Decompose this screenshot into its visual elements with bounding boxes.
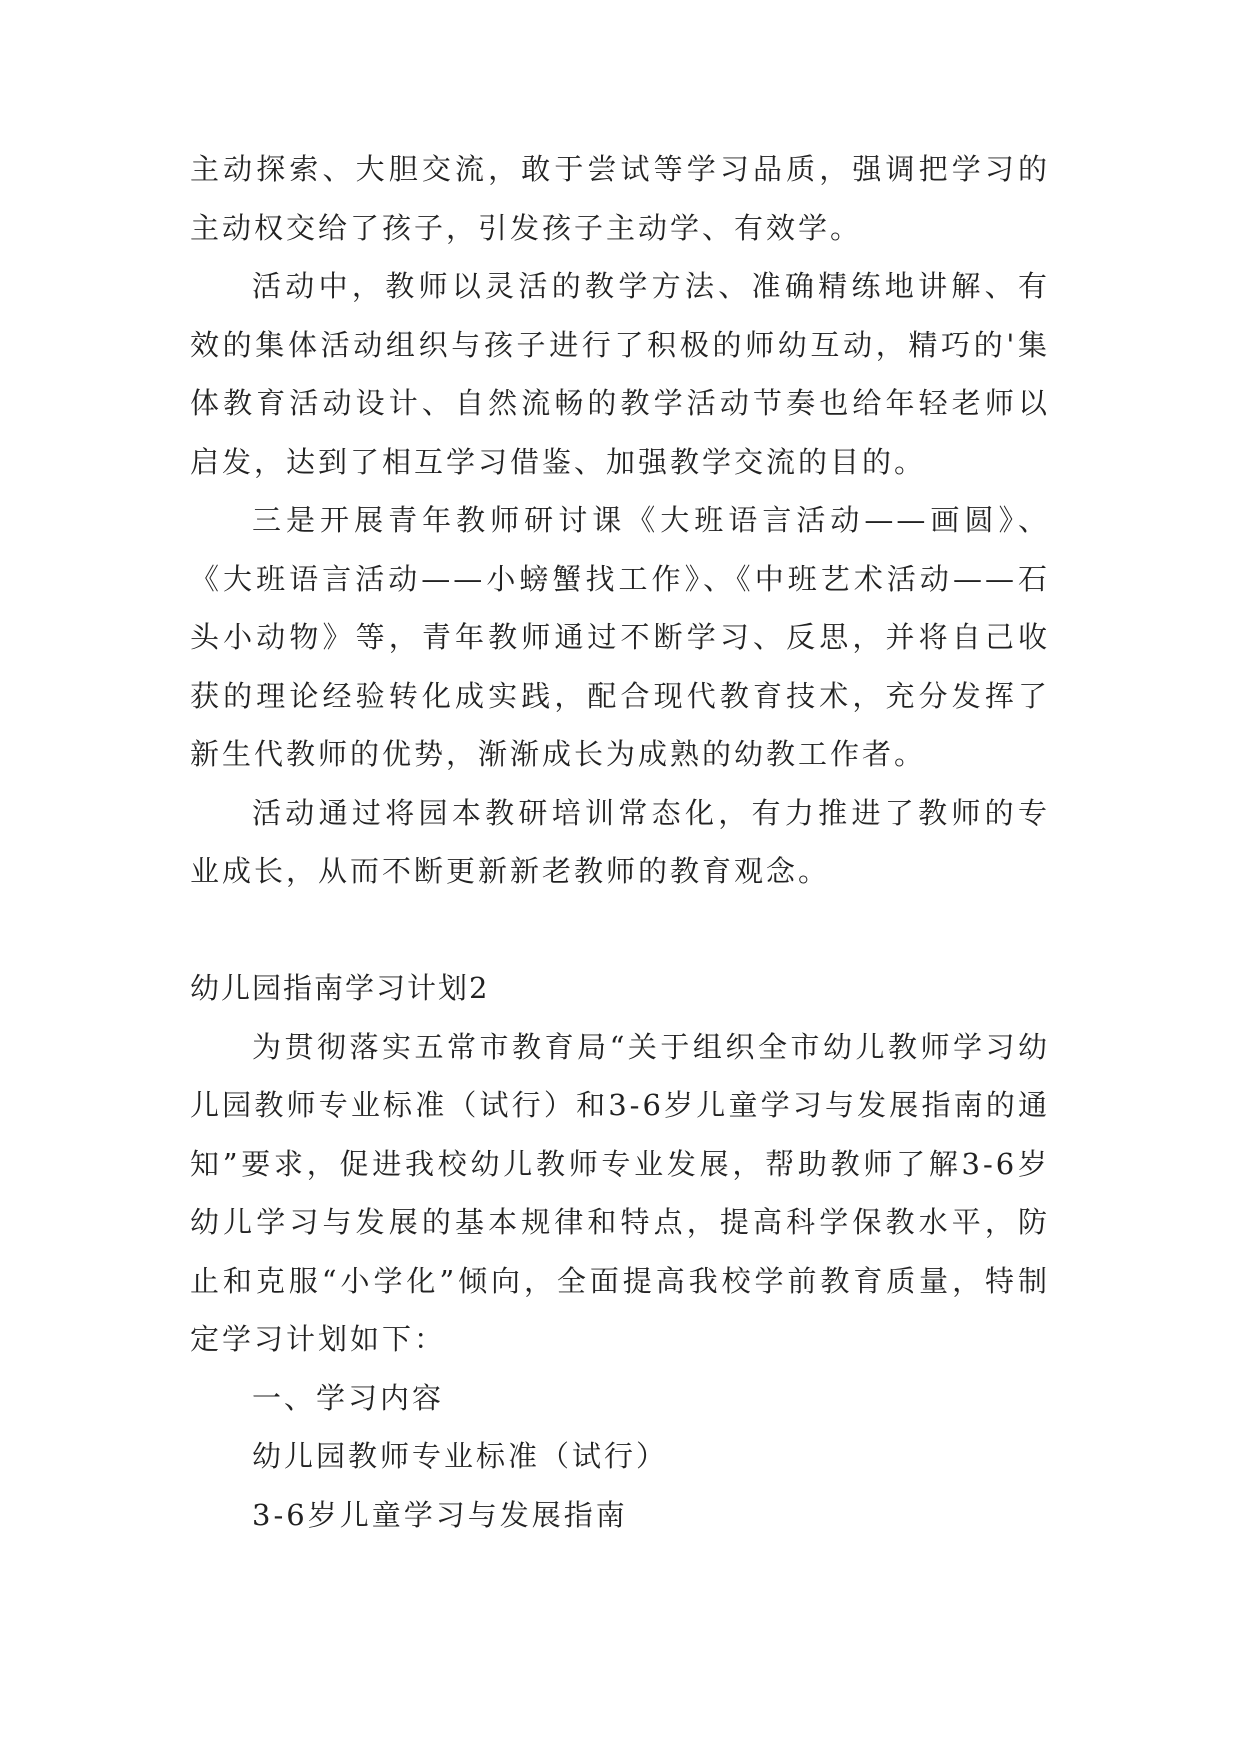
- paragraph: 主动探索、大胆交流，敢于尝试等学习品质，强调把学习的主动权交给了孩子，引发孩子主动学、有效学。: [190, 152, 1050, 245]
- paragraph: 活动中，教师以灵活的教学方法、准确精练地讲解、有效的集体活动组织与孩子进行了积极的师幼互动，精巧的'集体教育活动设计、自然流畅的教学活动节奏也给年轻老师以启发，达到了相互学习借鉴、加强教学交流的目的。: [190, 269, 1050, 479]
- section-title: 幼儿园指南学习计划2: [190, 971, 490, 1005]
- list-item: 3-6岁儿童学习与发展指南: [252, 1497, 628, 1532]
- document-body: [190, 140, 1050, 1544]
- paragraph: 三是开展青年教师研讨课《大班语言活动——画圆》、《大班语言活动——小螃蟹找工作》、《中班艺术活动——石头小动物》等，青年教师通过不断学习、反思，并将自己收获的理论经验转化成实践，配合现代教育技术，充分发挥了新生代教师的优势，渐渐成长为成熟的幼教工作者。: [190, 503, 1050, 771]
- paragraph: 活动通过将园本教研培训常态化，有力推进了教师的专业成长，从而不断更新新老教师的教育观念。: [190, 795, 1050, 888]
- section-spacer: [190, 901, 1050, 960]
- list-item: 一、学习内容: [252, 1380, 445, 1415]
- list-item: 幼儿园教师专业标准（试行）: [252, 1439, 669, 1473]
- paragraph: 为贯彻落实五常市教育局“关于组织全市幼儿教师学习幼儿园教师专业标准（试行）和3-6岁儿童学习与发展指南的通知”要求，促进我校幼儿教师专业发展，帮助教师了解3-6岁幼儿学习与发展的基本规律和特点，提高科学保教水平，防止和克服“小学化”倾向，全面提高我校学前教育质量，特制定学习计划如下：: [190, 1029, 1050, 1356]
